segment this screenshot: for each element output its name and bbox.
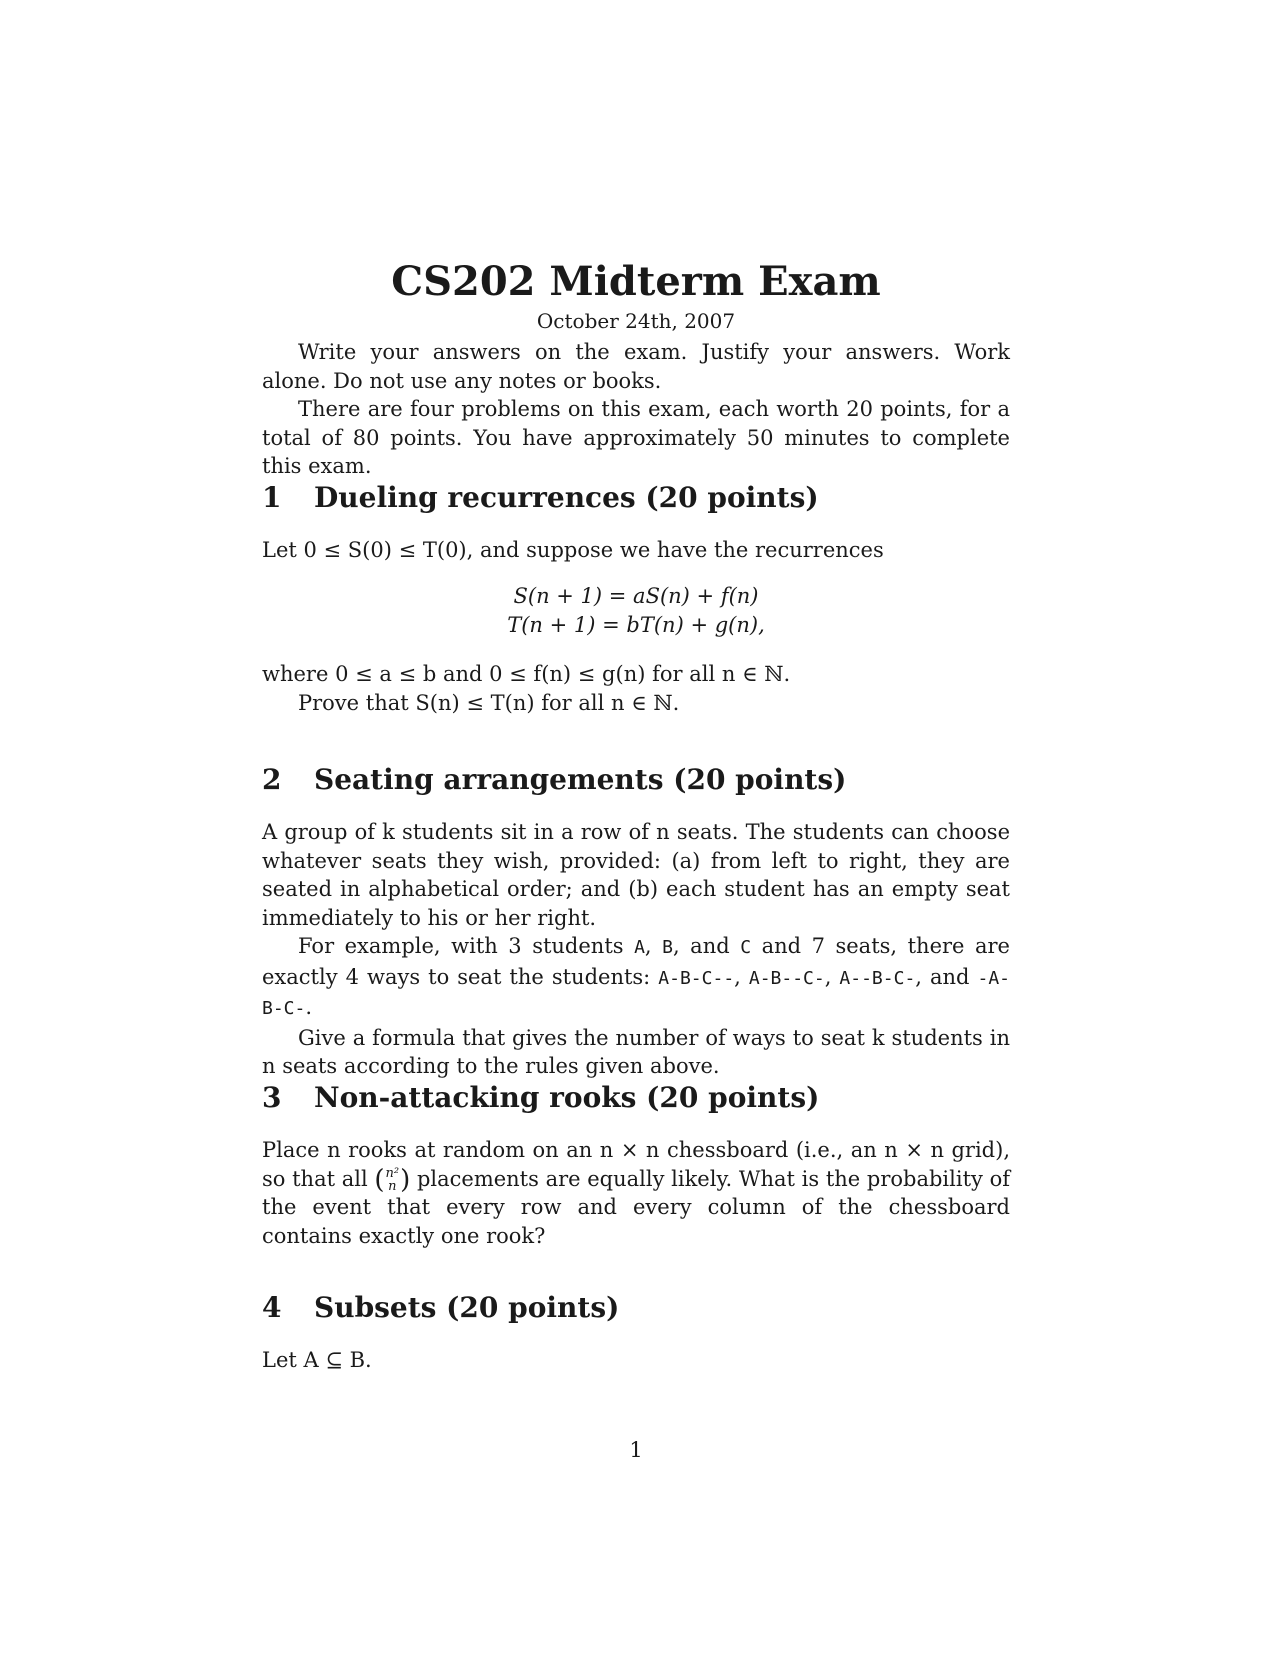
binomial-coefficient: ( n² n ) xyxy=(374,1165,411,1195)
exam-title: CS202 Midterm Exam xyxy=(391,258,881,305)
binomial-top: n² xyxy=(385,1166,400,1181)
student-c: C xyxy=(740,937,752,958)
section-number: 2 xyxy=(262,763,282,796)
problem-3-paragraph: Place n rooks at random on an n × n chessboard (i.e., an n × n grid), so that all ( n² n ) placements are equally likely. What is the probability of the event that every row and every column of the chessboard contains exactly one rook? xyxy=(262,1138,1010,1248)
problem-2-paragraph-3: Give a formula that gives the number of ways to seat k students in n seats according to the rules given above. xyxy=(262,1025,1010,1078)
equation-t: T(n + 1) = bT(n) + g(n), xyxy=(507,612,765,637)
exam-date: October 24th, 2007 xyxy=(536,309,736,333)
section-2-heading xyxy=(262,762,846,798)
arrangement: A-B-C-- xyxy=(658,967,735,989)
section-4-heading xyxy=(262,1290,619,1326)
intro xyxy=(262,338,1010,481)
arrangement: -A-B-C- xyxy=(262,967,1011,1019)
problem-1-prove: Prove that S(n) ≤ T(n) for all n ∈ ℕ. xyxy=(298,690,680,715)
arrangement: A-B--C- xyxy=(748,967,825,989)
arrangement: A--B-C- xyxy=(839,967,916,989)
problem-2-paragraph-1: A group of k students sit in a row of n seats. The students can choose whatever seats they wish, provided: (a) from left to right, they are seated in alphabetical order; and (b) each student has an empty seat immediately to his or her right. xyxy=(262,820,1010,930)
problem-1-conditions: where 0 ≤ a ≤ b and 0 ≤ f(n) ≤ g(n) for all n ∈ ℕ. xyxy=(262,662,791,686)
equation-s: S(n + 1) = aS(n) + f(n) xyxy=(513,584,759,608)
binomial-bottom: n xyxy=(388,1179,397,1194)
problem-1-body xyxy=(262,660,1010,717)
student-b: B xyxy=(662,937,673,958)
problem-3-body xyxy=(262,1136,1010,1250)
section-title: Dueling recurrences (20 points) xyxy=(314,481,819,514)
problem-2-paragraph-2: For example, with 3 students A, B, and C and 7 seats, there are exactly 4 ways to seat the students: A-B-C--, A-B--C-, A--B-C-, and -A-B-C-. xyxy=(262,934,1011,1019)
section-1-heading xyxy=(262,480,819,516)
problem-1-lead: Let 0 ≤ S(0) ≤ T(0), and suppose we have the recurrences xyxy=(262,538,884,562)
intro-paragraph-1: Write your answers on the exam. Justify your answers. Work alone. Do not use any notes or books. xyxy=(262,340,1010,393)
section-3-heading xyxy=(262,1080,819,1116)
section-number: 3 xyxy=(262,1081,282,1114)
section-title: Subsets (20 points) xyxy=(314,1291,620,1324)
student-a: A xyxy=(634,937,645,958)
problem-1-equations xyxy=(262,582,1010,639)
problem-4-body: Let A ⊆ B. xyxy=(262,1348,372,1372)
section-number: 1 xyxy=(262,481,282,514)
section-title: Non-attacking rooks (20 points) xyxy=(314,1081,820,1114)
section-title: Seating arrangements (20 points) xyxy=(314,763,847,796)
page-number: 1 xyxy=(629,1438,643,1462)
intro-paragraph-2: There are four problems on this exam, each worth 20 points, for a total of 80 points. You have approximately 50 minutes to complete this exam. xyxy=(262,397,1010,478)
problem-2-body xyxy=(262,818,1010,1081)
section-number: 4 xyxy=(262,1291,282,1324)
